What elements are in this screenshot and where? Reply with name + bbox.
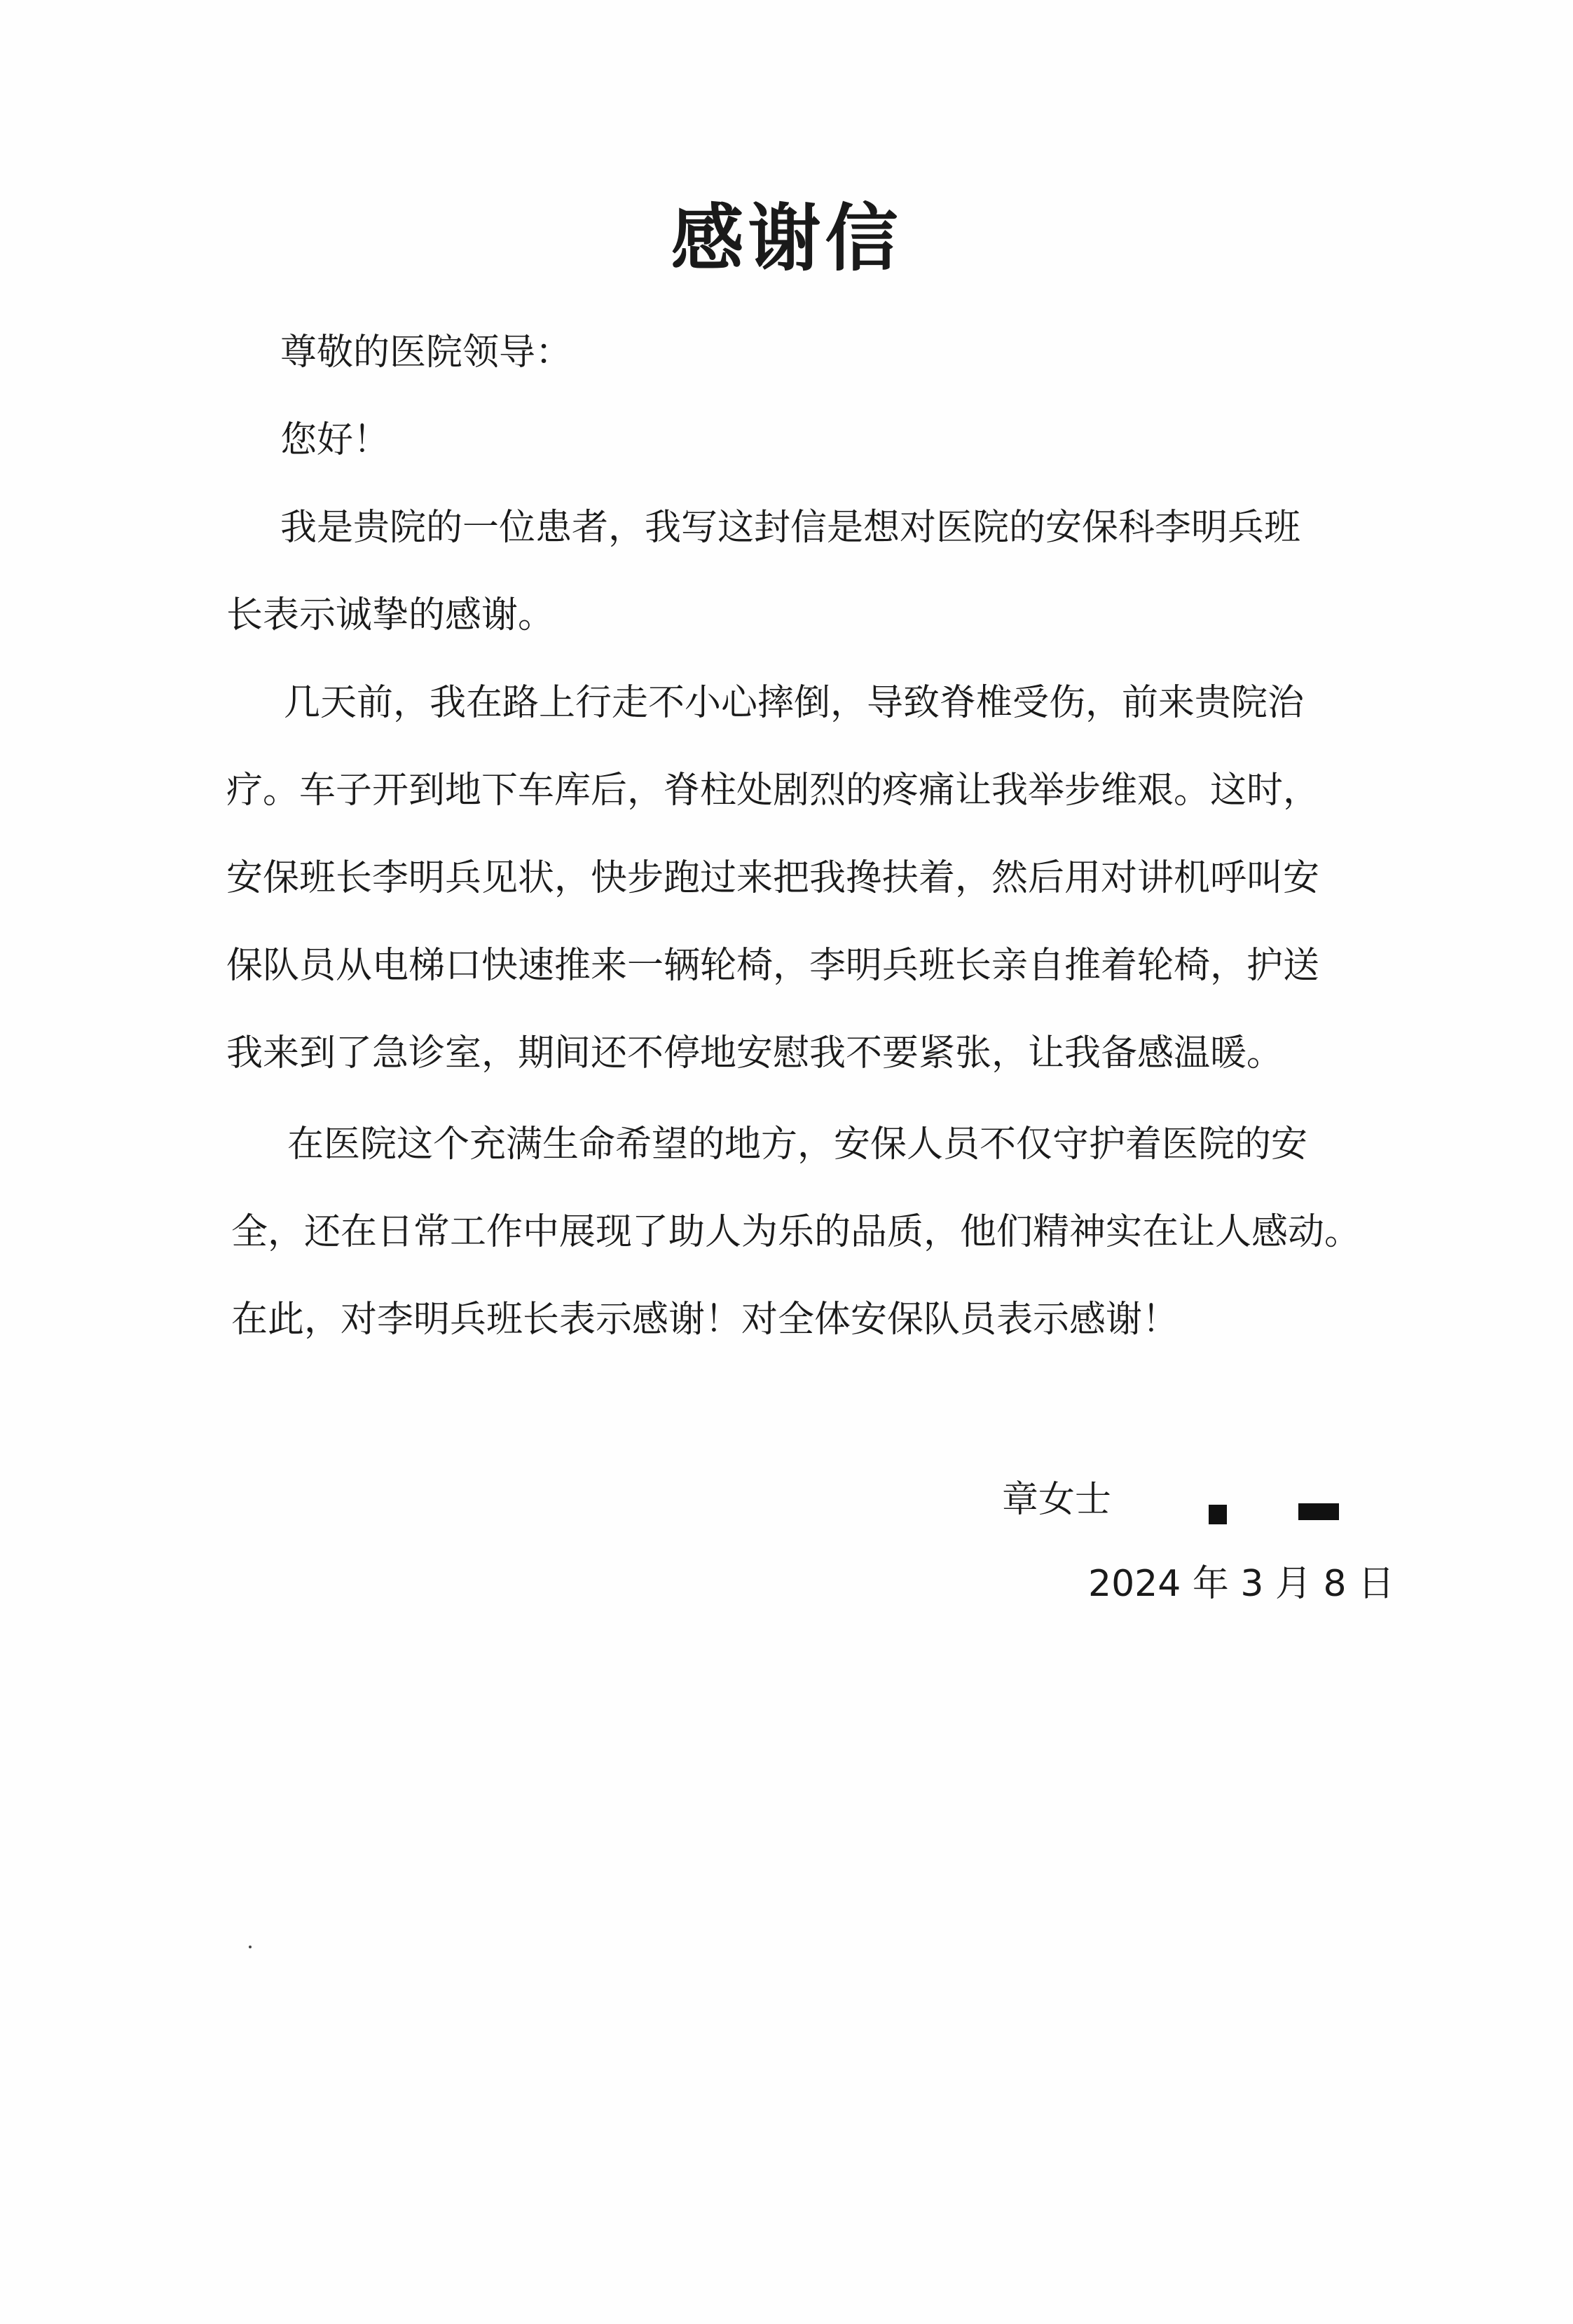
salutation: 尊敬的医院领导： xyxy=(280,331,572,374)
paragraph-2-line-1: 几天前，我在路上行走不小心摔倒，导致脊椎受伤，前来贵院治 xyxy=(284,682,1305,724)
paragraph-2-line-3: 安保班长李明兵见状，快步跑过来把我搀扶着，然后用对讲机呼叫安 xyxy=(226,857,1320,899)
redaction-mark xyxy=(1209,1505,1227,1524)
greeting: 您好！ xyxy=(280,419,390,461)
paragraph-3-line-1: 在医院这个充满生命希望的地方，安保人员不仅守护着医院的安 xyxy=(287,1123,1308,1166)
paragraph-3-line-3: 在此，对李明兵班长表示感谢！对全体安保队员表示感谢！ xyxy=(231,1299,1179,1341)
scan-speck xyxy=(249,1946,252,1948)
paragraph-2-line-4: 保队员从电梯口快速推来一辆轮椅，李明兵班长亲自推着轮椅，护送 xyxy=(226,945,1320,987)
signature-name: 章女士 xyxy=(1002,1479,1112,1521)
paragraph-1-line-1: 我是贵院的一位患者，我写这封信是想对医院的安保科李明兵班 xyxy=(280,507,1301,549)
paragraph-2-line-2: 疗。车子开到地下车库后，脊柱处剧烈的疼痛让我举步维艰。这时， xyxy=(226,770,1320,812)
paragraph-1-line-2: 长表示诚挚的感谢。 xyxy=(226,594,555,636)
paragraph-3-line-2: 全，还在日常工作中展现了助人为乐的品质，他们精神实在让人感动。 xyxy=(231,1211,1361,1253)
letter-date: 2024 年 3 月 8 日 xyxy=(1088,1563,1395,1605)
letter-title: 感谢信 xyxy=(671,196,902,281)
paragraph-2-line-5: 我来到了急诊室，期间还不停地安慰我不要紧张，让我备感温暖。 xyxy=(226,1032,1284,1074)
redaction-mark xyxy=(1298,1503,1339,1520)
